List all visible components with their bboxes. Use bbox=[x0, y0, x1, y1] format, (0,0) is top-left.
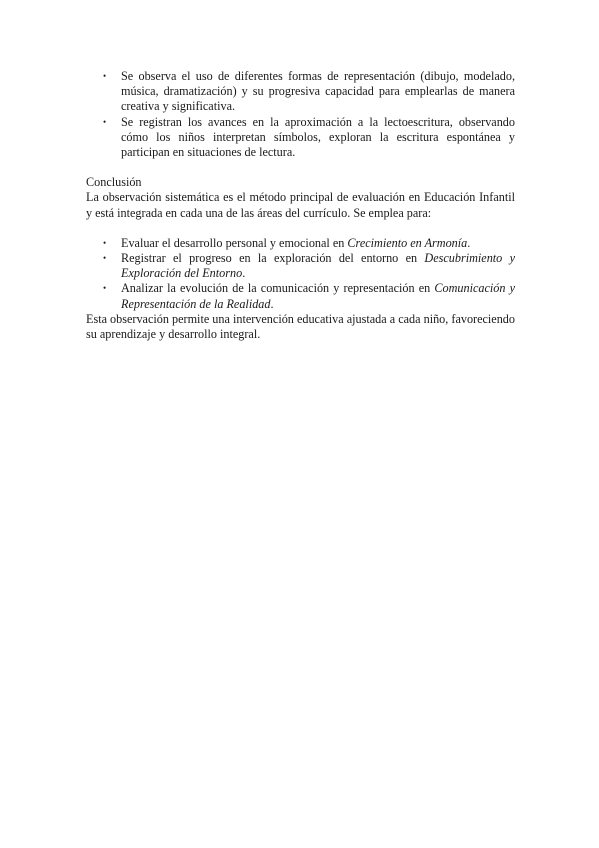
conclusion-heading: Conclusión bbox=[86, 175, 142, 190]
list-item-end: . bbox=[270, 296, 274, 311]
list-item-text: Evaluar el desarrollo personal y emocional en bbox=[121, 235, 348, 250]
document-body bbox=[86, 69, 515, 342]
bullet-icon: • bbox=[103, 116, 107, 127]
closing-paragraph: Esta observación permite una intervención educativa ajustada a cada niño, favoreciendo su aprendizaje y desarrollo integral. bbox=[86, 311, 515, 342]
bullet-icon: • bbox=[103, 71, 107, 81]
list-item bbox=[86, 69, 515, 115]
list-item-end: . bbox=[467, 235, 471, 250]
list-item bbox=[86, 236, 515, 251]
list-item-text: Se observa el uso de diferentes formas de representación (dibujo, modelado, música, dramatización) y su progresiva capacidad para emplearlas de manera creativa y significativa. bbox=[121, 69, 515, 114]
conclusion-intro: La observación sistemática es el método principal de evaluación en Educación Infantil y está integrada en cada una de las áreas del currículo. Se emplea para: bbox=[86, 190, 515, 220]
curriculum-area-name: Comunicación y Representación de la Realidad bbox=[121, 281, 515, 311]
curriculum-area-name: Descubrimiento y Exploración del Entorno bbox=[121, 251, 515, 281]
evaluation-list bbox=[86, 69, 515, 160]
list-item-text: Registrar el progreso en la exploración del entorno en bbox=[121, 251, 425, 266]
list-item-text: Analizar la evolución de la comunicación y representación en bbox=[121, 281, 435, 296]
list-item-text: Se registran los avances en la aproximación a la lectoescritura, observando cómo los niños interpretan símbolos, exploran la escritura espontánea y participan en situaciones de lectura. bbox=[121, 114, 515, 160]
curriculum-area-name: Crecimiento en Armonía bbox=[347, 235, 468, 250]
bullet-icon: • bbox=[103, 283, 107, 294]
list-item bbox=[86, 281, 515, 311]
list-item bbox=[86, 251, 515, 281]
bullet-icon: • bbox=[103, 237, 107, 248]
bullet-icon: • bbox=[103, 253, 107, 264]
conclusion-list bbox=[86, 236, 515, 312]
list-item bbox=[86, 115, 515, 161]
list-item-end: . bbox=[242, 266, 246, 281]
